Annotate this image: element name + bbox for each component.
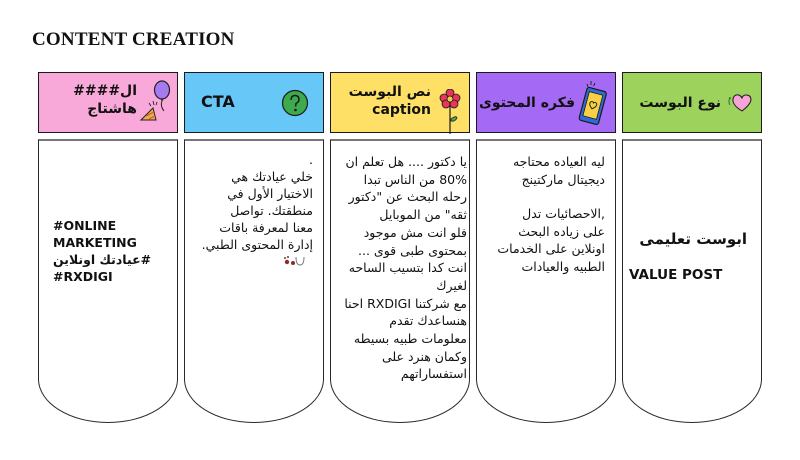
caption-line: بمحتوى طبى قوى ... — [358, 242, 467, 258]
caption-line: هنساعدك تقدم — [389, 313, 467, 329]
cta-line: الاختيار الأول في — [227, 186, 313, 201]
party-balloon-icon — [139, 78, 173, 128]
column-type — [622, 72, 762, 423]
idea-line: على زياده البحث — [518, 223, 605, 239]
body-cta — [184, 139, 324, 423]
header-idea-label: فكره المحتوى — [478, 95, 575, 111]
caption-line: فلو انت مش موجود — [363, 224, 467, 240]
body-idea — [476, 139, 616, 423]
caption-line: ثقه" من الموبايل — [379, 207, 467, 223]
idea-line: ,الاحصائيات تدل — [522, 206, 605, 221]
caption-line: وكمان هنرد على — [382, 348, 467, 364]
phone-heart-icon — [577, 79, 609, 131]
page-title: CONTENT CREATION — [32, 29, 235, 50]
hashtag-marketing: MARKETING — [53, 235, 137, 250]
hashtag-online: #ONLINE — [53, 218, 117, 233]
caption-line: يا دكتور .... هل تعلم ان — [345, 154, 467, 169]
header-cta — [184, 72, 324, 133]
column-cta — [184, 72, 324, 423]
idea-line: الطبيه والعيادات — [521, 258, 605, 274]
header-hashtags-line2: هاشتاج — [87, 101, 137, 117]
header-hashtags-line1: ال#### — [73, 83, 137, 99]
post-type-english: VALUE POST — [629, 267, 723, 283]
header-cta-label: CTA — [201, 92, 235, 111]
header-hashtags — [38, 72, 178, 133]
cta-line: معنا لمعرفة باقات — [219, 220, 313, 235]
post-type-arabic: ابوست تعليمى — [639, 230, 747, 248]
flower-icon — [439, 89, 461, 138]
caption-line: مع شركتنا RXDIGI احنا — [344, 295, 467, 311]
caption-line: انت كدا بتسيب الساحه — [348, 260, 467, 276]
column-idea — [476, 72, 616, 423]
header-caption — [330, 72, 470, 133]
idea-line: اونلاين على الخدمات — [497, 241, 605, 256]
cta-line: منطقتك. تواصل — [230, 203, 313, 218]
cta-bullet: . — [309, 152, 313, 167]
column-hashtags — [38, 72, 178, 423]
hashtag-rxdigi: #RXDIGI — [53, 269, 113, 284]
cta-line: خلي عيادتك هي — [231, 169, 313, 184]
header-type-label: نوع البوست — [639, 95, 721, 111]
caption-line: معلومات طبيه بسيطه — [353, 331, 467, 347]
idea-line: ليه العياده محتاجه — [512, 154, 605, 169]
question-circle-icon — [281, 89, 309, 121]
stethoscope-paw-icon — [283, 253, 305, 272]
caption-line: استفساراتهم — [400, 366, 467, 382]
caption-line: رحله البحث عن "دكتور — [348, 189, 467, 205]
header-caption-line2: caption — [372, 102, 431, 118]
cta-line: إدارة المحتوى الطبي. — [201, 237, 313, 252]
header-type — [622, 72, 762, 133]
header-hashtags-text — [73, 82, 137, 118]
body-caption — [330, 139, 470, 423]
header-idea — [476, 72, 616, 133]
caption-line: لغيرك — [436, 277, 467, 293]
hashtag-clinic-online: #عيادتك اونلاين — [53, 252, 152, 267]
body-hashtags — [38, 139, 178, 423]
caption-line: 80% من الناس تبدا — [363, 171, 467, 187]
header-caption-text — [349, 83, 431, 119]
heart-icon — [727, 93, 753, 117]
column-caption — [330, 72, 470, 423]
header-caption-line1: نص البوست — [348, 84, 431, 100]
body-type — [622, 139, 762, 423]
idea-line: ديجيتال ماركتينج — [521, 171, 605, 187]
